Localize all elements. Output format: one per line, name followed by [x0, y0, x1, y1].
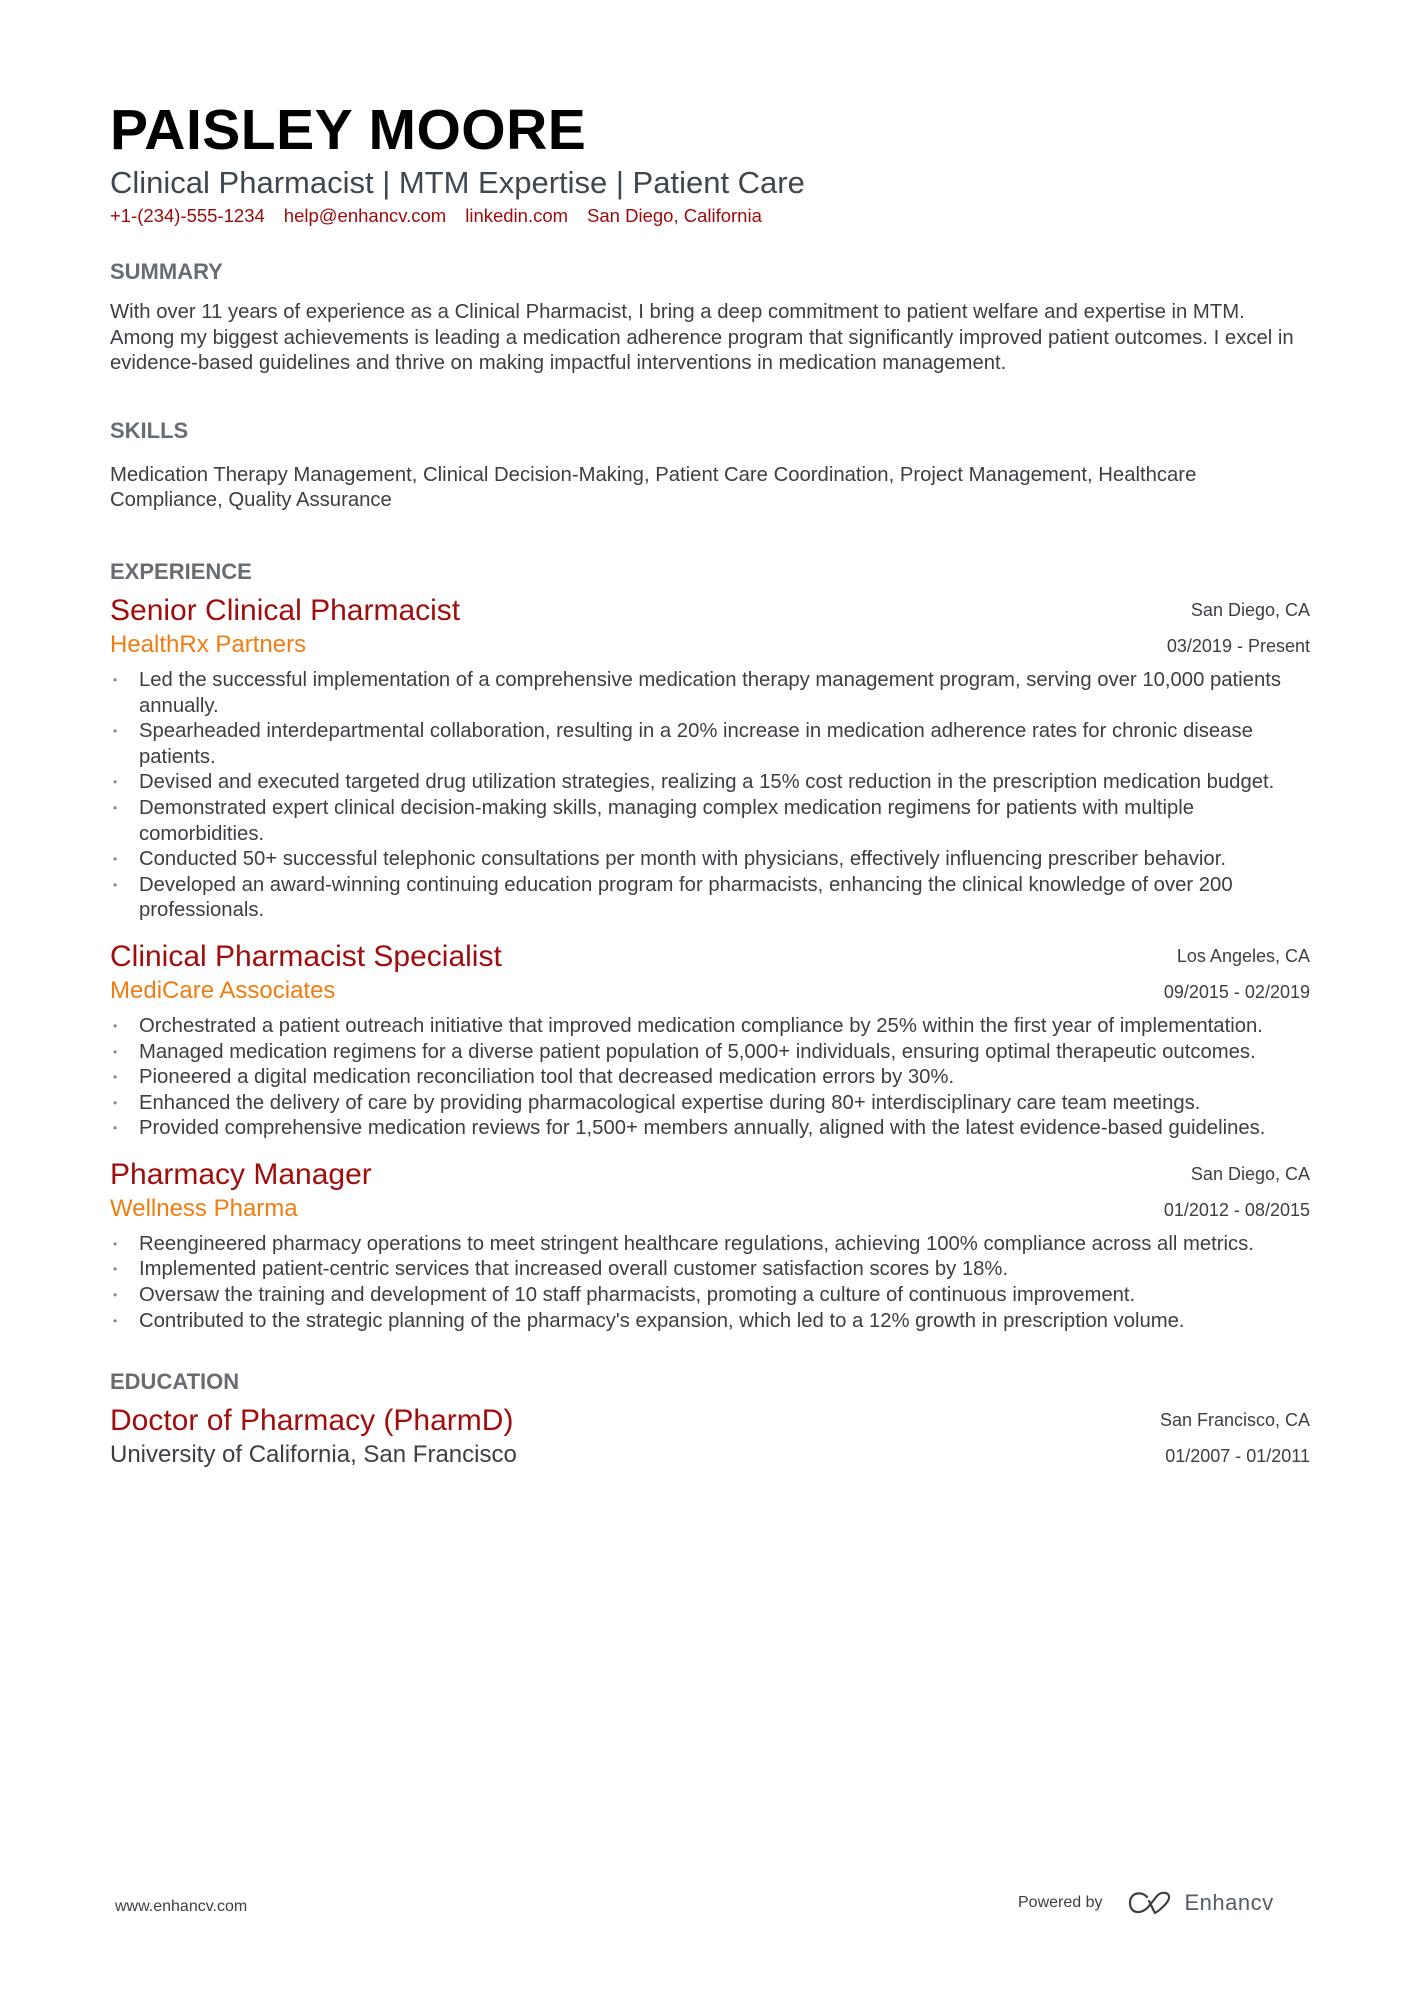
bullet-item: • Spearheaded interdepartmental collaboration, resulting in a 20% increase in medication adherence rates for chronic disease patients.	[110, 719, 1310, 770]
bullet-item: • Orchestrated a patient outreach initiative that improved medication compliance by 25% within the first year of implementation.	[110, 1014, 1310, 1040]
infinity-heart-icon	[1127, 1890, 1175, 1916]
email-link[interactable]: help@enhancv.com	[283, 205, 447, 226]
bullet-item: • Contributed to the strategic planning of the pharmacy's expansion, which led to a 12% growth in prescription volume.	[110, 1309, 1310, 1335]
job-dates: 01/2012 - 08/2015	[1163, 1199, 1310, 1220]
job-header	[110, 1156, 1310, 1228]
location: San Diego, California	[587, 205, 762, 226]
job-location: San Diego, CA	[1190, 1163, 1310, 1184]
bullet-item: • Implemented patient-centric services that increased overall customer satisfaction scores by 18%.	[110, 1257, 1310, 1283]
job-bullets	[110, 1014, 1310, 1142]
education-dates: 01/2007 - 01/2011	[1165, 1446, 1310, 1467]
job-header	[110, 938, 1310, 1010]
bullet-item: • Enhanced the delivery of care by providing pharmacological expertise during 80+ interdisciplinary care team meetings.	[110, 1091, 1310, 1117]
job-bullets	[110, 1232, 1310, 1334]
job-entry	[110, 592, 1310, 924]
job-location: San Diego, CA	[1190, 599, 1310, 620]
job-dates: 09/2015 - 02/2019	[1163, 981, 1310, 1002]
skills-heading: SKILLS	[110, 417, 189, 443]
brand-name: Enhancv	[1184, 1890, 1274, 1915]
powered-by-label: Powered by	[1018, 1894, 1103, 1911]
job-title: Clinical Pharmacist Specialist	[110, 939, 502, 973]
summary-heading: SUMMARY	[110, 259, 223, 284]
education-entry	[110, 1402, 1310, 1474]
school: University of California, San Francisco	[110, 1441, 517, 1469]
education-location: San Francisco, CA	[1159, 1410, 1310, 1431]
job-title: Pharmacy Manager	[110, 1157, 372, 1191]
powered-by	[1018, 1890, 1274, 1916]
bullet-item: • Developed an award-winning continuing education program for pharmacists, enhancing the clinical knowledge of over 200 professionals.	[110, 873, 1310, 924]
education-heading: EDUCATION	[110, 1369, 240, 1395]
bullet-item: • Devised and executed targeted drug utilization strategies, realizing a 15% cost reduction in the prescription medication budget.	[110, 770, 1310, 796]
bullet-item: • Demonstrated expert clinical decision-making skills, managing complex medication regimens for patients with multiple comorbidities.	[110, 796, 1310, 847]
resume	[110, 98, 1310, 1474]
website-link[interactable]: www.enhancv.com	[115, 1898, 248, 1915]
phone-link[interactable]: +1-(234)-555-1234	[110, 205, 265, 226]
job-dates: 03/2019 - Present	[1166, 635, 1310, 656]
headline: Clinical Pharmacist | MTM Expertise | Patient Care	[110, 165, 805, 200]
job-entry	[110, 938, 1310, 1142]
bullet-item: • Conducted 50+ successful telephonic consultations per month with physicians, effectively influencing prescriber behavior.	[110, 847, 1310, 873]
job-location: Los Angeles, CA	[1176, 945, 1310, 966]
experience-heading: EXPERIENCE	[110, 558, 252, 584]
job-entry	[110, 1156, 1310, 1334]
bullet-item: • Pioneered a digital medication reconciliation tool that decreased medication errors by 30%.	[110, 1065, 1310, 1091]
summary-text: With over 11 years of experience as a Clinical Pharmacist, I bring a deep commitment to patient welfare and expertise in MTM. Among my biggest achievements is leading a medication adherence program that significantly improved patient outcomes. I excel in evidence-based guidelines and thrive on making impactful interventions in medication management.	[110, 301, 1294, 375]
bullet-item: • Reengineered pharmacy operations to meet stringent healthcare regulations, achieving 100% compliance across all metrics.	[110, 1232, 1310, 1258]
enhancv-logo	[1127, 1890, 1274, 1916]
bullet-item: • Managed medication regimens for a diverse patient population of 5,000+ individuals, ensuring optimal therapeutic outcomes.	[110, 1040, 1310, 1066]
candidate-name: PAISLEY MOORE	[110, 98, 587, 162]
experience-list	[110, 592, 1310, 1334]
company-name: MediCare Associates	[110, 976, 336, 1004]
company-name: Wellness Pharma	[110, 1194, 298, 1222]
degree: Doctor of Pharmacy (PharmD)	[110, 1404, 514, 1438]
linkedin-link[interactable]: linkedin.com	[465, 205, 569, 226]
bullet-item: • Led the successful implementation of a comprehensive medication therapy management program, serving over 10,000 patients annually.	[110, 668, 1310, 719]
company-name: HealthRx Partners	[110, 630, 307, 658]
contact-info	[110, 204, 1310, 228]
bullet-item: • Provided comprehensive medication reviews for 1,500+ members annually, aligned with the latest evidence-based guidelines.	[110, 1116, 1310, 1142]
job-header	[110, 592, 1310, 664]
skills-text: Medication Therapy Management, Clinical Decision-Making, Patient Care Coordination, Project Management, Healthcare Compliance, Quality Assurance	[110, 463, 1197, 512]
job-bullets	[110, 668, 1310, 924]
bullet-item: • Oversaw the training and development of 10 staff pharmacists, promoting a culture of continuous improvement.	[110, 1283, 1310, 1309]
job-title: Senior Clinical Pharmacist	[110, 593, 461, 627]
